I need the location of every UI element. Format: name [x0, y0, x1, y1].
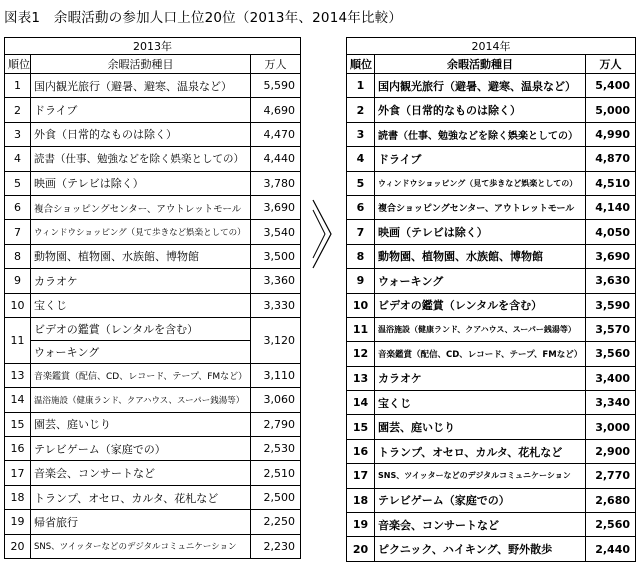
- activity-header: 余暇活動種目: [31, 55, 251, 74]
- rank-cell: 16: [347, 439, 375, 463]
- activity-cell: 帰省旅行: [31, 510, 251, 534]
- rank-cell: 19: [347, 513, 375, 537]
- people-cell: 2,530: [251, 437, 301, 461]
- activity-header: 余暇活動種目: [375, 55, 586, 74]
- activity-cell: ウィンドウショッピング（見て歩きなど娯楽としての）: [375, 171, 586, 195]
- rank-cell: 8: [5, 244, 31, 268]
- table-row: [5, 437, 301, 461]
- table-row: [5, 74, 301, 98]
- activity-cell: 映画（テレビは除く）: [375, 220, 586, 244]
- activity-cell: 読書（仕事、勉強などを除く娯楽としての）: [31, 147, 251, 171]
- arrow-right-icon: [309, 198, 337, 270]
- activity-cell: 温浴施設（健康ランド、クアハウス、スーパー銭湯等）: [31, 388, 251, 412]
- activity-cell: カラオケ: [375, 366, 586, 390]
- activity-cell: 映画（テレビは除く）: [31, 171, 251, 195]
- rank-cell: 12: [347, 342, 375, 366]
- people-header: 万人: [251, 55, 301, 74]
- table-row: [5, 220, 301, 244]
- activity-cell: トランプ、オセロ、カルタ、花札など: [31, 485, 251, 509]
- rank-cell: 7: [5, 220, 31, 244]
- people-cell: 4,470: [251, 122, 301, 146]
- people-cell: 5,590: [251, 74, 301, 98]
- table-row: [347, 415, 636, 439]
- table-row: [5, 195, 301, 219]
- rank-cell: 20: [5, 534, 31, 558]
- rank-cell: 4: [5, 147, 31, 171]
- rank-cell: 17: [5, 461, 31, 485]
- activity-cell: 音楽会、コンサートなど: [31, 461, 251, 485]
- rank-cell: 7: [347, 220, 375, 244]
- rank-cell: 5: [347, 171, 375, 195]
- rank-header: 順位: [347, 55, 375, 74]
- rank-cell: 14: [347, 391, 375, 415]
- people-cell: 2,680: [586, 488, 636, 512]
- activity-cell: 複合ショッピングセンター、アウトレットモール: [31, 195, 251, 219]
- rank-cell: 2: [347, 98, 375, 122]
- table-row: [347, 439, 636, 463]
- rank-cell: 18: [347, 488, 375, 512]
- people-cell: 5,000: [586, 98, 636, 122]
- activity-cell: 複合ショッピングセンター、アウトレットモール: [375, 195, 586, 219]
- rank-cell: 6: [5, 195, 31, 219]
- rank-cell: 15: [5, 412, 31, 436]
- table-row: [5, 317, 301, 340]
- table-row: [347, 317, 636, 341]
- table-row: [347, 513, 636, 537]
- people-cell: 4,440: [251, 147, 301, 171]
- people-cell: 4,870: [586, 147, 636, 171]
- people-cell: 3,540: [251, 220, 301, 244]
- table-2013: [4, 37, 301, 559]
- people-cell: 3,690: [251, 195, 301, 219]
- table-row: [347, 244, 636, 268]
- table-row: [347, 147, 636, 171]
- table-row: [5, 293, 301, 317]
- rank-cell: 11: [347, 317, 375, 341]
- people-cell: 3,630: [586, 269, 636, 293]
- people-cell: 3,500: [251, 244, 301, 268]
- rank-cell: 10: [5, 293, 31, 317]
- people-header: 万人: [586, 55, 636, 74]
- activity-cell: 読書（仕事、勉強などを除く娯楽としての）: [375, 122, 586, 146]
- rank-cell: 6: [347, 195, 375, 219]
- people-cell: 4,050: [586, 220, 636, 244]
- table-row: [5, 244, 301, 268]
- people-cell: 3,690: [586, 244, 636, 268]
- people-cell: 2,440: [586, 537, 636, 561]
- people-cell: 3,110: [251, 363, 301, 387]
- table-row: [347, 195, 636, 219]
- people-cell: 2,510: [251, 461, 301, 485]
- people-cell: 3,000: [586, 415, 636, 439]
- people-cell: 3,060: [251, 388, 301, 412]
- people-cell: 3,120: [251, 317, 301, 363]
- activity-cell: ビデオの鑑賞（レンタルを含む）: [31, 317, 251, 340]
- activity-cell: 外食（日常的なものは除く）: [31, 122, 251, 146]
- activity-cell: 国内観光旅行（避暑、避寒、温泉など）: [31, 74, 251, 98]
- rank-cell: 9: [5, 269, 31, 293]
- activity-cell: ピクニック、ハイキング、野外散歩: [375, 537, 586, 561]
- activity-cell: 音楽鑑賞（配信、CD、レコード、テープ、FMなど）: [375, 342, 586, 366]
- rank-cell: 13: [5, 363, 31, 387]
- table-row: [5, 171, 301, 195]
- activity-cell: ウォーキング: [31, 340, 251, 363]
- table-row: [5, 461, 301, 485]
- rank-cell: 20: [347, 537, 375, 561]
- activity-cell: 宝くじ: [375, 391, 586, 415]
- people-cell: 3,330: [251, 293, 301, 317]
- people-cell: 2,790: [251, 412, 301, 436]
- table-row: [347, 122, 636, 146]
- people-cell: 2,560: [586, 513, 636, 537]
- table-row: [5, 98, 301, 122]
- people-cell: 3,780: [251, 171, 301, 195]
- people-cell: 4,990: [586, 122, 636, 146]
- rank-cell: 11: [5, 317, 31, 363]
- people-cell: 4,140: [586, 195, 636, 219]
- people-cell: 3,340: [586, 391, 636, 415]
- table-row: [347, 464, 636, 488]
- people-cell: 2,250: [251, 510, 301, 534]
- rank-cell: 15: [347, 415, 375, 439]
- table-row: [347, 269, 636, 293]
- activity-cell: 園芸、庭いじり: [31, 412, 251, 436]
- activity-cell: 国内観光旅行（避暑、避寒、温泉など）: [375, 74, 586, 98]
- activity-cell: ウォーキング: [375, 269, 586, 293]
- rank-cell: 16: [5, 437, 31, 461]
- activity-cell: 音楽鑑賞（配信、CD、レコード、テープ、FMなど）: [31, 363, 251, 387]
- activity-cell: ドライブ: [31, 98, 251, 122]
- table-row: [5, 485, 301, 509]
- rank-cell: 19: [5, 510, 31, 534]
- activity-cell: ビデオの鑑賞（レンタルを含む）: [375, 293, 586, 317]
- activity-cell: 外食（日常的なものは除く）: [375, 98, 586, 122]
- table-row: [5, 363, 301, 387]
- table-row: [347, 488, 636, 512]
- table-row: [347, 342, 636, 366]
- table-row: [347, 98, 636, 122]
- table-row: [5, 534, 301, 558]
- people-cell: 3,560: [586, 342, 636, 366]
- activity-cell: テレビゲーム（家庭での）: [31, 437, 251, 461]
- rank-cell: 14: [5, 388, 31, 412]
- people-cell: 4,510: [586, 171, 636, 195]
- rank-cell: 5: [5, 171, 31, 195]
- activity-cell: SNS、ツイッターなどのデジタルコミュニケーション: [31, 534, 251, 558]
- people-cell: 2,770: [586, 464, 636, 488]
- activity-cell: トランプ、オセロ、カルタ、花札など: [375, 439, 586, 463]
- rank-cell: 2: [5, 98, 31, 122]
- rank-cell: 18: [5, 485, 31, 509]
- table-row: [347, 391, 636, 415]
- activity-cell: SNS、ツイッターなどのデジタルコミュニケーション: [375, 464, 586, 488]
- table-row: [5, 388, 301, 412]
- table-row: [347, 171, 636, 195]
- table-row: [5, 122, 301, 146]
- activity-cell: 音楽会、コンサートなど: [375, 513, 586, 537]
- table-row: [5, 147, 301, 171]
- people-cell: 4,690: [251, 98, 301, 122]
- rank-cell: 17: [347, 464, 375, 488]
- activity-cell: 動物園、植物園、水族館、博物館: [375, 244, 586, 268]
- table-row: [347, 293, 636, 317]
- table-2014: [346, 37, 636, 562]
- activity-cell: 宝くじ: [31, 293, 251, 317]
- rank-cell: 3: [347, 122, 375, 146]
- rank-cell: 4: [347, 147, 375, 171]
- table-2014-year: 2014年: [347, 38, 636, 55]
- people-cell: 3,400: [586, 366, 636, 390]
- rank-cell: 13: [347, 366, 375, 390]
- people-cell: 3,590: [586, 293, 636, 317]
- activity-cell: カラオケ: [31, 269, 251, 293]
- activity-cell: ウィンドウショッピング（見て歩きなど娯楽としての）: [31, 220, 251, 244]
- people-cell: 2,500: [251, 485, 301, 509]
- table-row: [347, 220, 636, 244]
- rank-cell: 1: [347, 74, 375, 98]
- table-row: [5, 269, 301, 293]
- activity-cell: 動物園、植物園、水族館、博物館: [31, 244, 251, 268]
- people-cell: 5,400: [586, 74, 636, 98]
- rank-cell: 3: [5, 122, 31, 146]
- people-cell: 3,360: [251, 269, 301, 293]
- people-cell: 2,230: [251, 534, 301, 558]
- people-cell: 3,570: [586, 317, 636, 341]
- people-cell: 2,900: [586, 439, 636, 463]
- figure-title: 図表1 余暇活動の参加人口上位20位（2013年、2014年比較）: [4, 10, 403, 26]
- rank-cell: 8: [347, 244, 375, 268]
- activity-cell: ドライブ: [375, 147, 586, 171]
- rank-cell: 1: [5, 74, 31, 98]
- table-row: [347, 366, 636, 390]
- table-2013-year: 2013年: [5, 38, 301, 55]
- rank-cell: 10: [347, 293, 375, 317]
- activity-cell: 温浴施設（健康ランド、クアハウス、スーパー銭湯等）: [375, 317, 586, 341]
- table-row: [347, 74, 636, 98]
- rank-header: 順位: [5, 55, 31, 74]
- table-row: [5, 510, 301, 534]
- table-row: [5, 412, 301, 436]
- activity-cell: 園芸、庭いじり: [375, 415, 586, 439]
- activity-cell: テレビゲーム（家庭での）: [375, 488, 586, 512]
- rank-cell: 9: [347, 269, 375, 293]
- table-row: [347, 537, 636, 561]
